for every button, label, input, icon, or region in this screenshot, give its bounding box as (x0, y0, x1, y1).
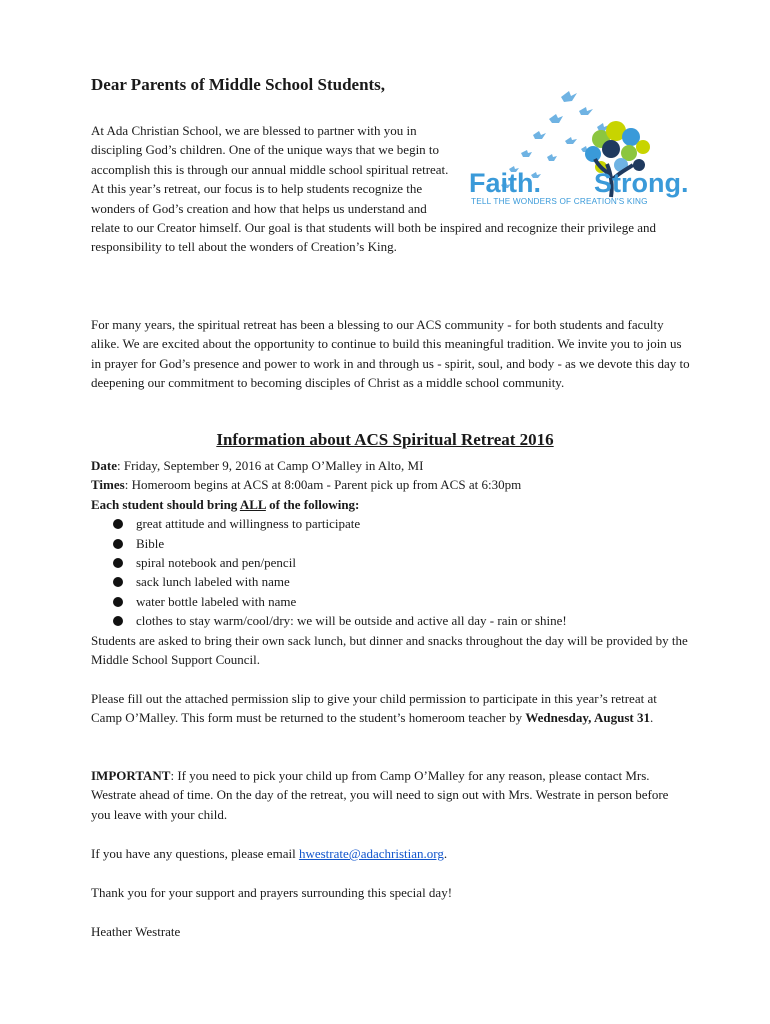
bring-prefix: Each student should bring (91, 496, 240, 512)
slip-text: Please fill out the attached permission slip to give your child permission to participate in this year’s retreat at Camp O’Malley. This form must be returned to the student’s homeroom teacher by (91, 691, 657, 726)
email-link[interactable]: hwestrate@adachristian.org (298, 846, 444, 861)
times-value: : Homeroom begins at ACS at 8:00am - Parent pick up from ACS at 6:30pm (124, 477, 522, 493)
questions-paragraph (91, 844, 691, 863)
permission-slip-paragraph (91, 689, 691, 728)
times-line (91, 475, 691, 494)
bullet-icon (113, 597, 123, 607)
times-label: Times (91, 477, 125, 493)
date-value: : Friday, September 9, 2016 at Camp O’Malley in Alto, MI (117, 458, 424, 473)
important-text: : If you need to pick your child up from Camp O’Malley for any reason, please contact Mrs. Westrate ahead of time. On the day of the retreat, you will need to sign out with Mrs. Westrate in person before you leave with your child. (91, 768, 669, 822)
bullet-icon (113, 558, 123, 568)
list-item-text: water bottle labeled with name (136, 593, 297, 609)
questions-text: If you have any questions, please email (91, 846, 299, 861)
questions-end: . (443, 846, 448, 861)
list-item-text: clothes to stay warm/cool/dry: we will be outside and active all day - rain or shine! (136, 613, 567, 629)
slip-end: . (649, 710, 654, 726)
svg-text:TELL THE WONDERS OF CREATION'S: TELL THE WONDERS OF CREATION'S KING (471, 197, 648, 206)
list-item (113, 553, 691, 572)
faith-strong-logo (461, 79, 711, 214)
list-item-text: Bible (136, 535, 165, 551)
bullet-icon (113, 616, 123, 626)
retreat-info (91, 456, 691, 669)
greeting: Dear Parents of Middle School Students, (91, 75, 386, 94)
bring-list (91, 514, 691, 630)
list-item (113, 514, 691, 533)
svg-text:Strong.: Strong. (594, 168, 689, 198)
svg-text:Faith.: Faith. (469, 168, 541, 198)
important-paragraph (91, 766, 691, 824)
lunch-note: Students are asked to bring their own sack lunch, but dinner and snacks throughout the day will be provided by the Middle School Support Council. (91, 632, 688, 668)
signature: Heather Westrate (91, 924, 181, 939)
date-line (91, 456, 691, 475)
list-item (113, 611, 691, 630)
intro-text: At Ada Christian School, we are blessed to partner with you in discipling God’s children. One of the unique ways that we begin to accomplish this is through our annual middle school spiritual retreat. At this year’s retreat, our focus is to help students recognize the wonders of God’s creation and how that helps us understand and relate to our Creator himself. Our goal is that students will both be inspired and recognize their privilege and responsibility to tell about the wonders of Creation’s King. (91, 123, 656, 255)
list-item (113, 572, 691, 591)
date-label: Date (91, 458, 117, 473)
slip-deadline: Wednesday, August 31 (525, 710, 650, 726)
bring-heading (91, 495, 691, 514)
section-heading: Information about ACS Spiritual Retreat 2016 (216, 430, 554, 449)
community-paragraph: For many years, the spiritual retreat has been a blessing to our ACS community - for both students and faculty alike. We are excited about the opportunity to continue to build this meaningful tradition. We invite you to join us in prayer for God’s presence and power to work in and through us - spirit, soul, and body - as we devote this day to deepening our commitment to becoming disciples of Christ as a middle school community. (91, 317, 690, 391)
bullet-icon (113, 519, 123, 529)
bullet-icon (113, 577, 123, 587)
bring-suffix: of the following: (265, 496, 360, 512)
intro-paragraph (91, 121, 691, 257)
list-item-text: sack lunch labeled with name (136, 574, 290, 590)
list-item (113, 592, 691, 611)
important-label: IMPORTANT (91, 768, 171, 783)
list-item (113, 534, 691, 553)
thanks-line: Thank you for your support and prayers surrounding this special day! (91, 885, 453, 900)
list-item-text: great attitude and willingness to participate (136, 516, 361, 532)
bullet-icon (113, 539, 123, 549)
list-item-text: spiral notebook and pen/pencil (136, 555, 296, 571)
bring-emphasis: ALL (239, 496, 266, 512)
